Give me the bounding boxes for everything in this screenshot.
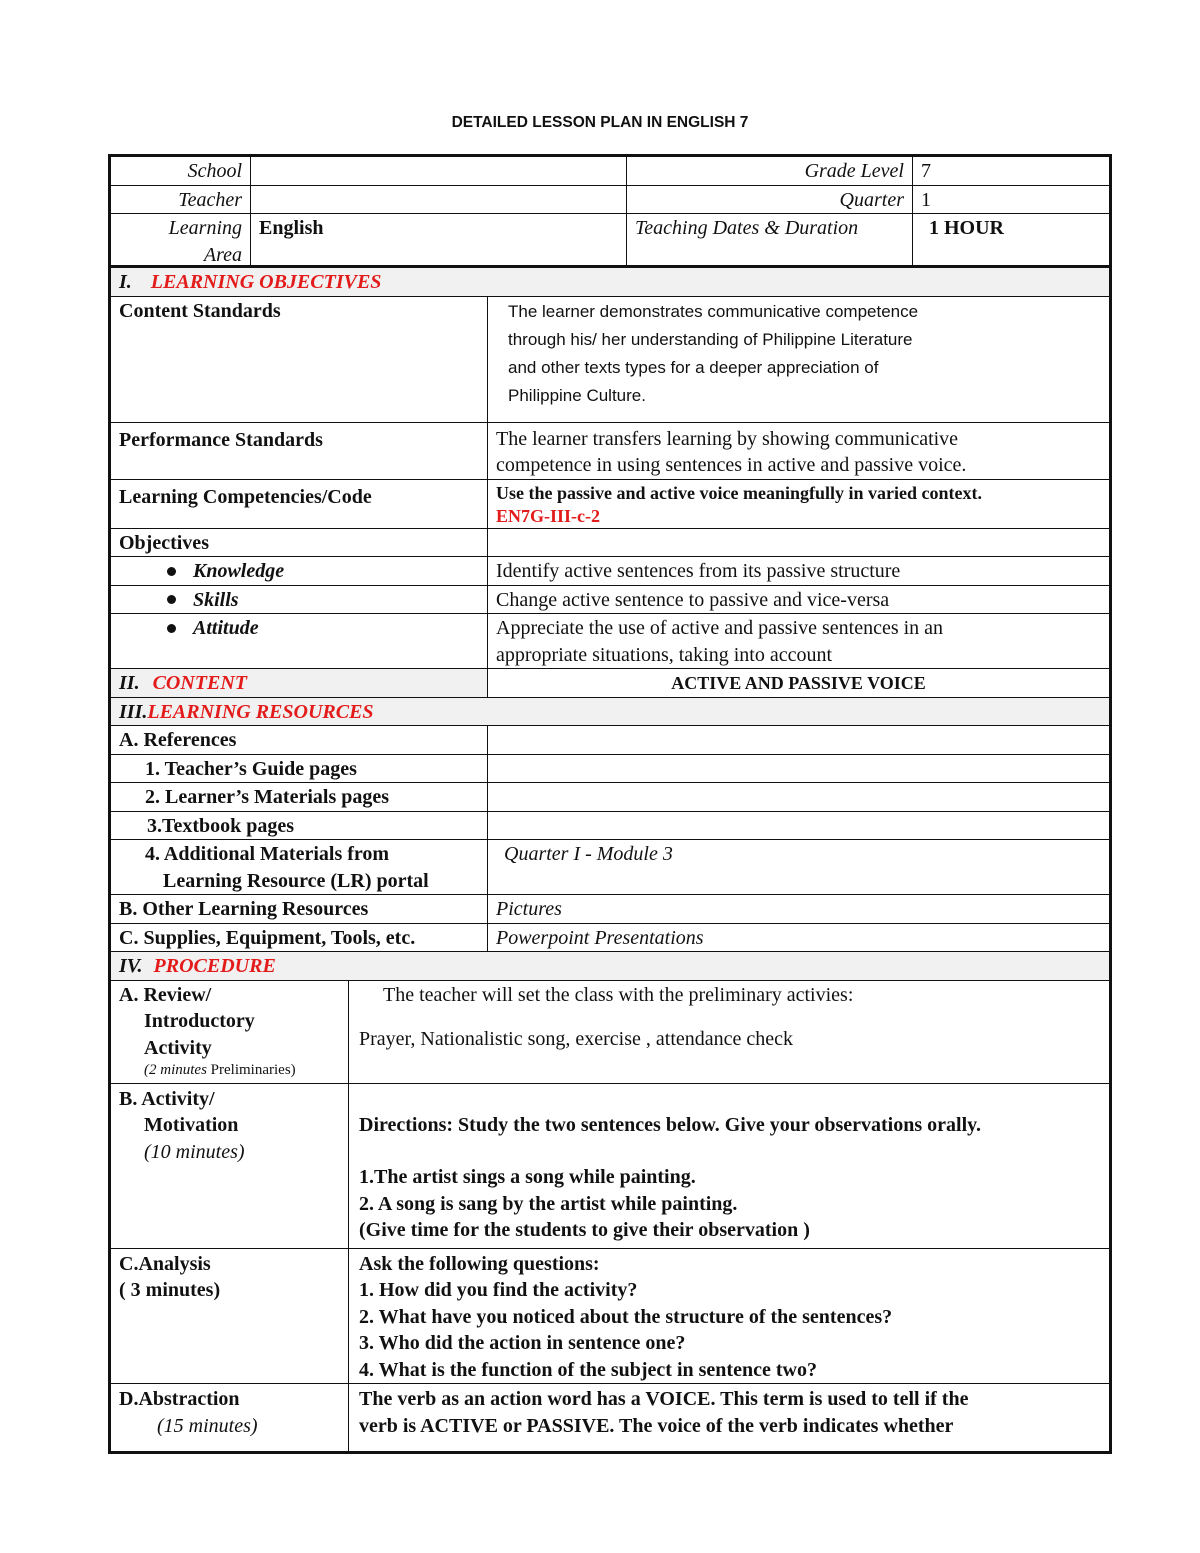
text-line: The teacher will set the class with the preliminary activies: xyxy=(383,983,854,1006)
learners-materials-label: 2. Learner’s Materials pages xyxy=(111,783,488,812)
text-line: 4. Additional Materials from xyxy=(145,843,390,865)
section-objectives xyxy=(111,268,1110,297)
section-heading: PROCEDURE xyxy=(153,955,276,977)
bullet-icon xyxy=(167,595,176,604)
knowledge-label xyxy=(111,557,488,586)
text-line: C.Analysis xyxy=(119,1252,211,1275)
review-time-text: Preliminaries) xyxy=(206,1062,296,1078)
page-title: DETAILED LESSON PLAN IN ENGLISH 7 xyxy=(451,114,749,131)
additional-materials-label xyxy=(111,840,488,895)
text-line: The verb as an action word has a VOICE. This term is used to tell if the xyxy=(359,1388,969,1410)
quarter-label: Quarter xyxy=(627,185,913,214)
section-content xyxy=(111,669,488,698)
area-label-line1: Learning xyxy=(168,217,242,239)
area-label xyxy=(111,214,251,269)
text-line: Learning Resource (LR) portal xyxy=(163,869,429,892)
grade-label: Grade Level xyxy=(627,157,913,186)
objectives-value xyxy=(488,528,1110,557)
area-value[interactable]: English xyxy=(251,214,627,269)
lesson-table xyxy=(108,265,1112,1454)
section-number: III. xyxy=(119,700,148,723)
text-line: 2. A song is sang by the artist while painting. xyxy=(359,1192,738,1215)
section-number: IV. xyxy=(119,955,143,977)
section-resources xyxy=(111,697,1110,726)
section-number: II. xyxy=(119,672,140,694)
text-line: Motivation xyxy=(144,1114,239,1136)
teachers-guide-value xyxy=(488,754,1110,783)
textbook-label: 3.Textbook pages xyxy=(111,811,488,840)
bullet-icon xyxy=(167,624,176,633)
school-label: School xyxy=(111,157,251,186)
question: 1. How did you find the activity? xyxy=(359,1279,638,1301)
performance-standards-value xyxy=(488,422,1110,479)
teacher-label: Teacher xyxy=(111,185,251,214)
text-line: D.Abstraction xyxy=(119,1388,240,1410)
content-standards-label: Content Standards xyxy=(111,296,488,422)
text-line: Introductory xyxy=(144,1010,255,1032)
text-line: 1.The artist sings a song while painting. xyxy=(359,1166,696,1188)
text-line: Prayer, Nationalistic song, exercise , attendance check xyxy=(359,1028,794,1050)
text-line: B. Activity/ xyxy=(119,1087,215,1110)
text-line: (Give time for the students to give their observation ) xyxy=(359,1219,810,1241)
text-line: verb is ACTIVE or PASSIVE. The voice of the verb indicates whether xyxy=(359,1414,954,1437)
abstraction-time: (15 minutes) xyxy=(157,1414,258,1437)
section-heading: CONTENT xyxy=(152,672,248,694)
attitude-value xyxy=(488,614,1110,669)
skills-value: Change active sentence to passive and vice-versa xyxy=(488,585,1110,614)
area-label-line2: Area xyxy=(203,243,242,266)
abstraction-content xyxy=(349,1384,1110,1452)
competency-label: Learning Competencies/Code xyxy=(111,479,488,528)
content-standards-value xyxy=(488,296,1110,422)
dates-value[interactable]: 1 HOUR xyxy=(913,214,1110,269)
text-line: and other texts types for a deeper appreciation of xyxy=(508,357,879,377)
text-line: Philippine Culture. xyxy=(508,385,646,405)
text-line: through his/ her understanding of Philippine Literature xyxy=(508,329,913,349)
supplies-value: Powerpoint Presentations xyxy=(488,923,1110,952)
activity-content xyxy=(349,1083,1110,1248)
teachers-guide-label: 1. Teacher’s Guide pages xyxy=(111,754,488,783)
quarter-value[interactable]: 1 xyxy=(913,185,1110,214)
school-value[interactable] xyxy=(251,157,627,186)
skills-label xyxy=(111,585,488,614)
question: 4. What is the function of the subject in sentence two? xyxy=(359,1358,817,1381)
question: 3. Who did the action in sentence one? xyxy=(359,1332,686,1354)
knowledge-value: Identify active sentences from its passive structure xyxy=(488,557,1110,586)
text-line: A. Review/ xyxy=(119,983,212,1006)
analysis-label xyxy=(111,1248,349,1384)
text-line: Activity xyxy=(144,1036,212,1059)
section-number: I. xyxy=(119,271,132,293)
question: 2. What have you noticed about the structure of the sentences? xyxy=(359,1305,893,1328)
text-line: Appreciate the use of active and passive sentences in an xyxy=(496,617,944,639)
references-value xyxy=(488,726,1110,755)
review-content xyxy=(349,980,1110,1083)
bullet-icon xyxy=(167,567,176,576)
text-line: appropriate situations, taking into account xyxy=(496,643,833,666)
performance-standards-label: Performance Standards xyxy=(111,422,488,479)
supplies-label: C. Supplies, Equipment, Tools, etc. xyxy=(111,923,488,952)
learners-materials-value xyxy=(488,783,1110,812)
grade-value[interactable]: 7 xyxy=(913,157,1110,186)
abstraction-label xyxy=(111,1384,349,1452)
knowledge-text: Knowledge xyxy=(193,560,285,582)
other-resources-label: B. Other Learning Resources xyxy=(111,895,488,924)
text-line: competence in using sentences in active and passive voice. xyxy=(496,454,967,476)
text-line: The learner transfers learning by showing communicative xyxy=(496,427,959,450)
content-value: ACTIVE AND PASSIVE VOICE xyxy=(488,669,1110,698)
textbook-value xyxy=(488,811,1110,840)
section-heading: LEARNING OBJECTIVES xyxy=(150,271,382,293)
section-heading: LEARNING RESOURCES xyxy=(147,700,374,723)
header-table xyxy=(108,154,1112,271)
competency-text: Use the passive and active voice meaningfully in varied context. xyxy=(496,482,982,503)
review-time-italic: (2 minutes xyxy=(144,1062,207,1078)
objectives-label: Objectives xyxy=(111,528,488,557)
additional-materials-value: Quarter I - Module 3 xyxy=(488,840,1110,895)
activity-time: (10 minutes) xyxy=(144,1140,245,1163)
text-line: The learner demonstrates communicative competence xyxy=(508,301,919,321)
other-resources-value: Pictures xyxy=(488,895,1110,924)
activity-directions: Directions: Study the two sentences below. Give your observations orally. xyxy=(359,1113,982,1136)
text-line: Ask the following questions: xyxy=(359,1252,600,1275)
dates-label: Teaching Dates & Duration xyxy=(627,214,913,269)
activity-label xyxy=(111,1083,349,1248)
review-time xyxy=(119,1061,340,1079)
competency-value xyxy=(488,479,1110,528)
competency-code: EN7G-III-c-2 xyxy=(496,505,600,526)
teacher-value[interactable] xyxy=(251,185,627,214)
attitude-label xyxy=(111,614,488,669)
attitude-text: Attitude xyxy=(193,617,259,639)
skills-text: Skills xyxy=(193,588,239,611)
text-line: ( 3 minutes) xyxy=(119,1279,221,1301)
references-label: A. References xyxy=(111,726,488,755)
analysis-content xyxy=(349,1248,1110,1384)
section-procedure xyxy=(111,952,1110,981)
review-label xyxy=(111,980,349,1083)
